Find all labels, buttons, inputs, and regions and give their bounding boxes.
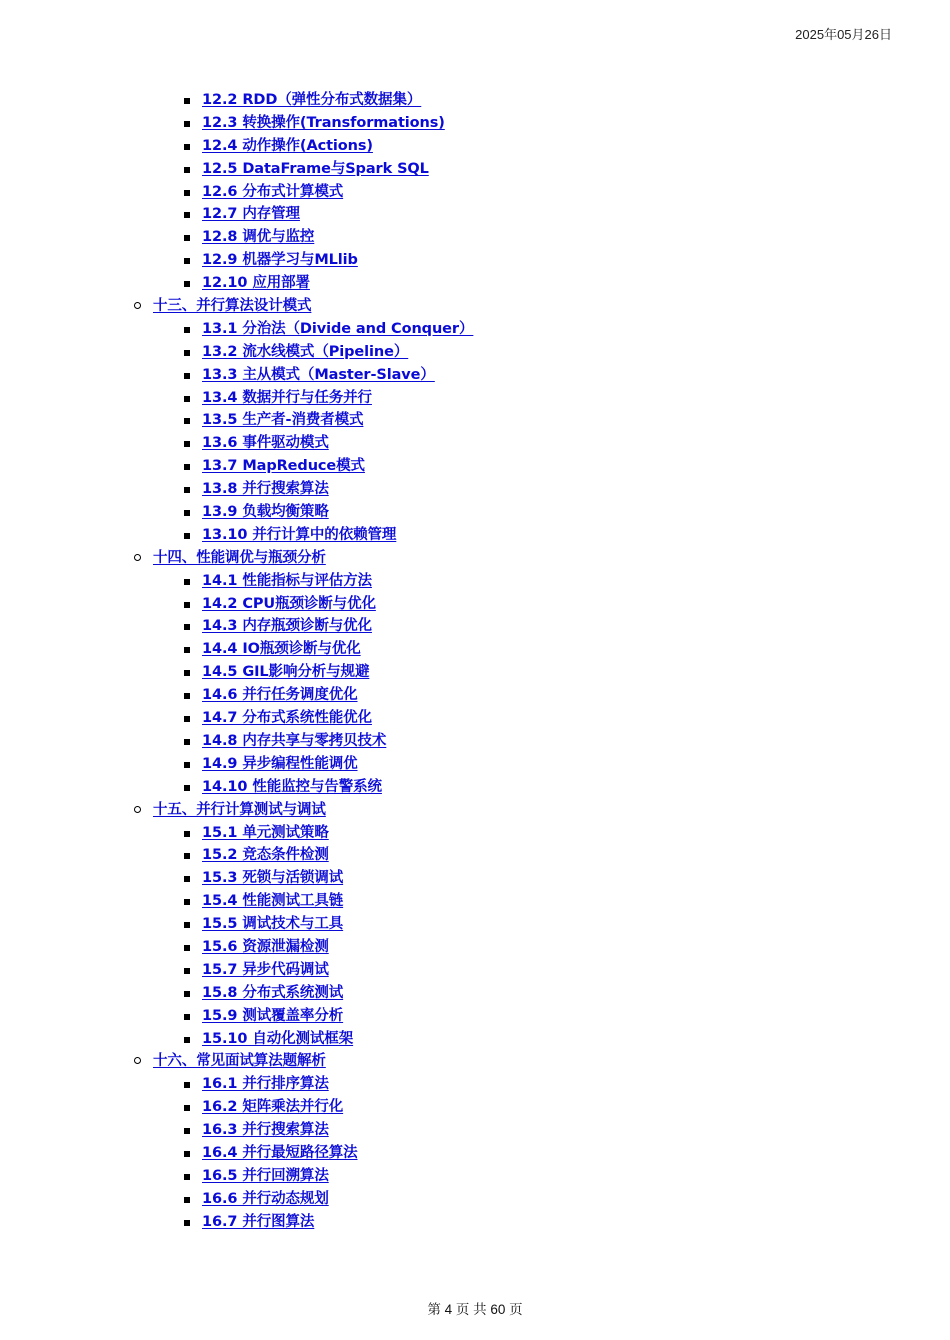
- toc-subsection: [0, 684, 950, 707]
- toc-subsection: [0, 707, 950, 730]
- square-bullet-icon: [184, 1014, 190, 1020]
- toc-subsection-link[interactable]: 16.7 并行图算法: [202, 1213, 315, 1230]
- square-bullet-icon: [184, 968, 190, 974]
- square-bullet-icon: [184, 831, 190, 837]
- toc-section-link[interactable]: 十三、并行算法设计模式: [153, 298, 312, 315]
- toc-subsection: [0, 249, 950, 272]
- square-bullet-icon: [184, 235, 190, 241]
- toc-subsection-link[interactable]: 14.10 性能监控与告警系统: [202, 778, 382, 795]
- toc-subsection: [0, 593, 950, 616]
- square-bullet-icon: [184, 991, 190, 997]
- toc-subsection: [0, 661, 950, 684]
- square-bullet-icon: [184, 258, 190, 264]
- toc-subsection-link[interactable]: 15.3 死锁与活锁调试: [202, 870, 344, 887]
- toc-subsection: [0, 432, 950, 455]
- square-bullet-icon: [184, 1037, 190, 1043]
- toc-subsection-link[interactable]: 13.8 并行搜索算法: [202, 481, 329, 498]
- toc-subsection: [0, 959, 950, 982]
- toc-subsection-link[interactable]: 15.8 分布式系统测试: [202, 984, 344, 1001]
- square-bullet-icon: [184, 373, 190, 379]
- toc-subsection-link[interactable]: 13.6 事件驱动模式: [202, 435, 329, 452]
- toc-subsection-link[interactable]: 16.5 并行回溯算法: [202, 1167, 329, 1184]
- toc-subsection: [0, 1188, 950, 1211]
- toc-subsection: [0, 203, 950, 226]
- toc-subsection: [0, 867, 950, 890]
- toc-subsection-link[interactable]: 13.10 并行计算中的依赖管理: [202, 526, 397, 543]
- toc-subsection-link[interactable]: 12.5 DataFrame与Spark SQL: [202, 160, 429, 177]
- toc-subsection: [0, 1211, 950, 1234]
- toc-section: [0, 295, 950, 318]
- circle-bullet-icon: [134, 554, 141, 561]
- toc-subsection-link[interactable]: 12.9 机器学习与MLlib: [202, 252, 358, 269]
- toc-subsection: [0, 478, 950, 501]
- square-bullet-icon: [184, 281, 190, 287]
- square-bullet-icon: [184, 533, 190, 539]
- toc-section-link[interactable]: 十六、常见面试算法题解析: [153, 1053, 326, 1070]
- toc-subsection-link[interactable]: 12.4 动作操作(Actions): [202, 137, 373, 154]
- toc-subsection: [0, 272, 950, 295]
- toc-section-link[interactable]: 十五、并行计算测试与调试: [153, 801, 326, 818]
- square-bullet-icon: [184, 1082, 190, 1088]
- toc-section: [0, 799, 950, 822]
- circle-bullet-icon: [134, 302, 141, 309]
- square-bullet-icon: [184, 693, 190, 699]
- toc-subsection-link[interactable]: 12.8 调优与监控: [202, 229, 315, 246]
- square-bullet-icon: [184, 167, 190, 173]
- table-of-contents: [0, 89, 950, 1234]
- square-bullet-icon: [184, 441, 190, 447]
- square-bullet-icon: [184, 785, 190, 791]
- toc-subsection: [0, 135, 950, 158]
- toc-subsection-link[interactable]: 14.9 异步编程性能调优: [202, 755, 358, 772]
- toc-subsection: [0, 89, 950, 112]
- square-bullet-icon: [184, 602, 190, 608]
- square-bullet-icon: [184, 190, 190, 196]
- toc-subsection: [0, 570, 950, 593]
- square-bullet-icon: [184, 144, 190, 150]
- square-bullet-icon: [184, 1220, 190, 1226]
- toc-subsection: [0, 226, 950, 249]
- square-bullet-icon: [184, 510, 190, 516]
- toc-subsection: [0, 822, 950, 845]
- toc-subsection: [0, 455, 950, 478]
- toc-subsection: [0, 524, 950, 547]
- square-bullet-icon: [184, 762, 190, 768]
- square-bullet-icon: [184, 945, 190, 951]
- square-bullet-icon: [184, 670, 190, 676]
- toc-subsection: [0, 364, 950, 387]
- toc-subsection: [0, 1073, 950, 1096]
- toc-subsection-link[interactable]: 14.7 分布式系统性能优化: [202, 710, 372, 727]
- toc-subsection-link[interactable]: 15.6 资源泄漏检测: [202, 938, 329, 955]
- toc-subsection-link[interactable]: 12.3 转换操作(Transformations): [202, 114, 445, 131]
- toc-subsection-link[interactable]: 12.10 应用部署: [202, 275, 310, 292]
- toc-subsection: [0, 112, 950, 135]
- toc-subsection: [0, 1119, 950, 1142]
- toc-subsection: [0, 409, 950, 432]
- toc-subsection-link[interactable]: 16.4 并行最短路径算法: [202, 1144, 358, 1161]
- toc-subsection-link[interactable]: 13.5 生产者-消费者模式: [202, 412, 364, 429]
- toc-section: [0, 1050, 950, 1073]
- toc-subsection-link[interactable]: 13.1 分治法（Divide and Conquer）: [202, 320, 474, 337]
- toc-subsection: [0, 615, 950, 638]
- toc-subsection-link[interactable]: 12.6 分布式计算模式: [202, 183, 344, 200]
- square-bullet-icon: [184, 647, 190, 653]
- toc-subsection-link[interactable]: 14.8 内存共享与零拷贝技术: [202, 732, 387, 749]
- toc-subsection: [0, 341, 950, 364]
- toc-subsection: [0, 158, 950, 181]
- toc-subsection-link[interactable]: 13.4 数据并行与任务并行: [202, 389, 372, 406]
- page-number: 第 4 页 共 60 页: [427, 1302, 523, 1317]
- toc-subsection: [0, 890, 950, 913]
- toc-subsection-link[interactable]: 15.2 竞态条件检测: [202, 847, 329, 864]
- toc-subsection-link[interactable]: 15.7 异步代码调试: [202, 961, 329, 978]
- toc-subsection-link[interactable]: 13.9 负载均衡策略: [202, 504, 329, 521]
- square-bullet-icon: [184, 487, 190, 493]
- toc-subsection: [0, 844, 950, 867]
- header-date: 2025年05月26日: [795, 27, 892, 42]
- toc-subsection: [0, 1142, 950, 1165]
- toc-subsection-link[interactable]: 15.4 性能测试工具链: [202, 893, 344, 910]
- square-bullet-icon: [184, 98, 190, 104]
- toc-subsection: [0, 638, 950, 661]
- toc-subsection-link[interactable]: 16.6 并行动态规划: [202, 1190, 329, 1207]
- toc-subsection-link[interactable]: 16.2 矩阵乘法并行化: [202, 1099, 344, 1116]
- toc-subsection-link[interactable]: 15.9 测试覆盖率分析: [202, 1007, 344, 1024]
- toc-subsection-link[interactable]: 14.4 IO瓶颈诊断与优化: [202, 641, 361, 658]
- square-bullet-icon: [184, 624, 190, 630]
- square-bullet-icon: [184, 739, 190, 745]
- square-bullet-icon: [184, 1151, 190, 1157]
- toc-subsection-link[interactable]: 15.5 调试技术与工具: [202, 916, 344, 933]
- toc-subsection: [0, 1005, 950, 1028]
- toc-subsection-link[interactable]: 13.3 主从模式（Master-Slave）: [202, 366, 435, 383]
- toc-subsection-link[interactable]: 16.1 并行排序算法: [202, 1076, 329, 1093]
- toc-subsection-link[interactable]: 16.3 并行搜索算法: [202, 1122, 329, 1139]
- toc-subsection-link[interactable]: 15.10 自动化测试框架: [202, 1030, 354, 1047]
- square-bullet-icon: [184, 1105, 190, 1111]
- square-bullet-icon: [184, 1174, 190, 1180]
- square-bullet-icon: [184, 579, 190, 585]
- toc-subsection: [0, 913, 950, 936]
- toc-subsection: [0, 1028, 950, 1051]
- toc-subsection-link[interactable]: 12.7 内存管理: [202, 206, 300, 223]
- circle-bullet-icon: [134, 1057, 141, 1064]
- square-bullet-icon: [184, 121, 190, 127]
- circle-bullet-icon: [134, 806, 141, 813]
- toc-subsection: [0, 936, 950, 959]
- square-bullet-icon: [184, 1128, 190, 1134]
- square-bullet-icon: [184, 899, 190, 905]
- square-bullet-icon: [184, 350, 190, 356]
- toc-subsection: [0, 982, 950, 1005]
- square-bullet-icon: [184, 212, 190, 218]
- square-bullet-icon: [184, 327, 190, 333]
- square-bullet-icon: [184, 876, 190, 882]
- toc-subsection: [0, 730, 950, 753]
- toc-subsection: [0, 318, 950, 341]
- square-bullet-icon: [184, 1197, 190, 1203]
- square-bullet-icon: [184, 853, 190, 859]
- toc-subsection: [0, 501, 950, 524]
- square-bullet-icon: [184, 464, 190, 470]
- toc-subsection: [0, 776, 950, 799]
- square-bullet-icon: [184, 716, 190, 722]
- toc-subsection-link[interactable]: 14.5 GIL影响分析与规避: [202, 664, 370, 681]
- square-bullet-icon: [184, 396, 190, 402]
- square-bullet-icon: [184, 922, 190, 928]
- toc-subsection: [0, 387, 950, 410]
- toc-section: [0, 547, 950, 570]
- toc-subsection-link[interactable]: 14.3 内存瓶颈诊断与优化: [202, 618, 372, 635]
- toc-subsection: [0, 1096, 950, 1119]
- toc-subsection: [0, 753, 950, 776]
- toc-subsection-link[interactable]: 14.1 性能指标与评估方法: [202, 572, 372, 589]
- toc-subsection: [0, 181, 950, 204]
- toc-subsection-link[interactable]: 13.2 流水线模式（Pipeline）: [202, 343, 409, 360]
- toc-subsection-link[interactable]: 13.7 MapReduce模式: [202, 458, 365, 475]
- toc-subsection-link[interactable]: 12.2 RDD（弹性分布式数据集）: [202, 92, 422, 108]
- toc-subsection: [0, 1165, 950, 1188]
- toc-section-link[interactable]: 十四、性能调优与瓶颈分析: [153, 549, 326, 566]
- toc-subsection-link[interactable]: 14.2 CPU瓶颈诊断与优化: [202, 595, 376, 612]
- square-bullet-icon: [184, 418, 190, 424]
- toc-subsection-link[interactable]: 14.6 并行任务调度优化: [202, 687, 358, 704]
- toc-subsection-link[interactable]: 15.1 单元测试策略: [202, 824, 329, 841]
